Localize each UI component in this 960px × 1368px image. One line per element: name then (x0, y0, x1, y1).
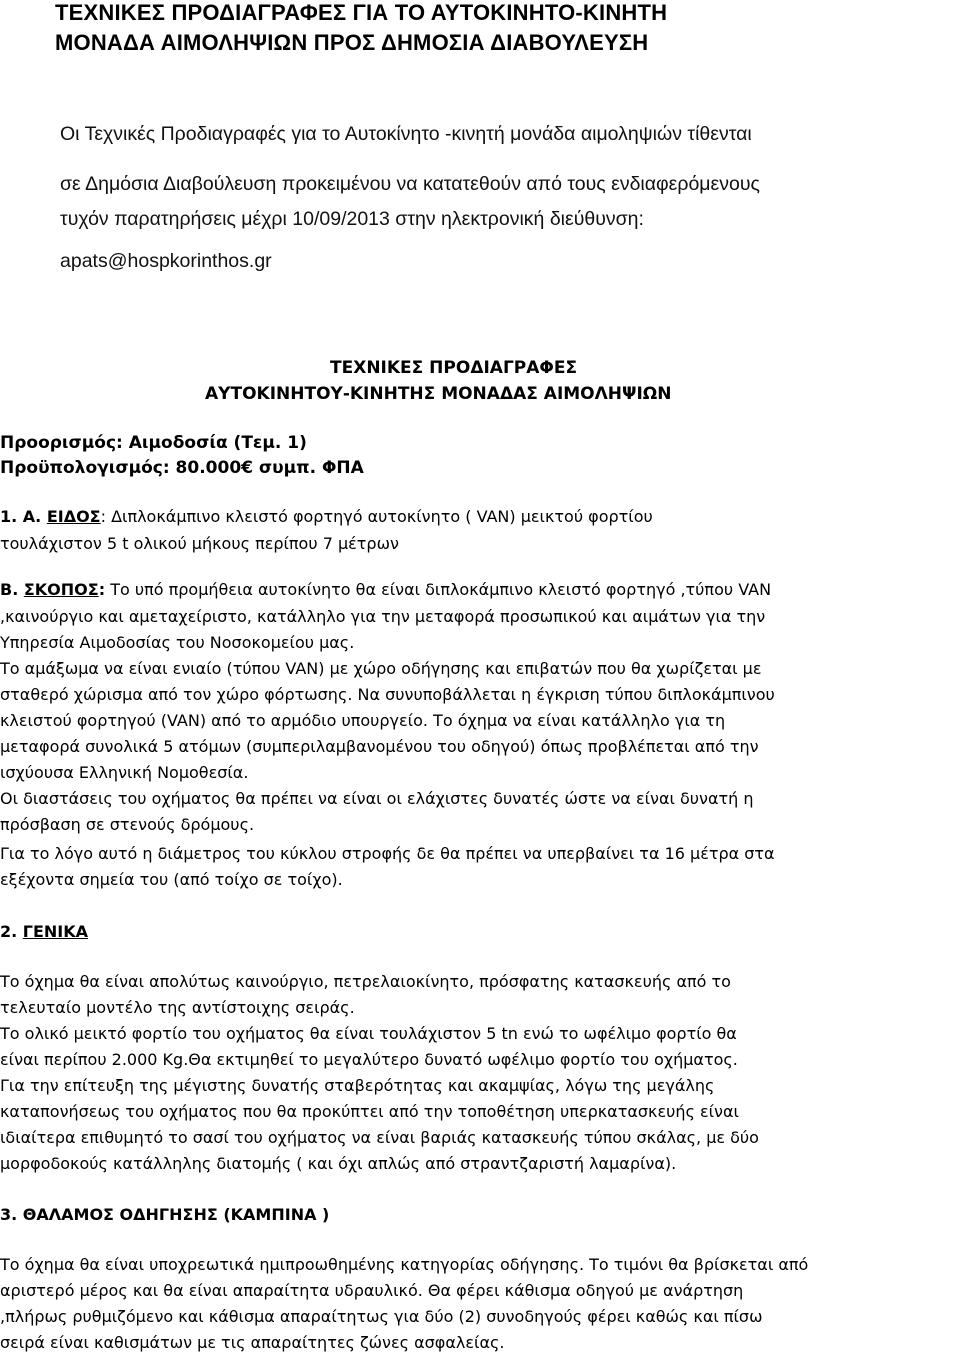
section-1b-line: εξέχοντα σημεία του (από τοίχο σε τοίχο). (0, 870, 343, 889)
section-1b-line: σταθερό χώρισμα από τον χώρο φόρτωσης. Να συνυποβάλλεται η έγκριση τύπου διπλοκάμπινου (0, 685, 775, 704)
section-1b-line: Για το λόγο αυτό η διάμετρος του κύκλου στροφής δε θα πρέπει να υπερβαίνει τα 16 μέτρα στα (0, 844, 775, 863)
section-2-line: ιδιαίτερα επιθυμητό το σασί του οχήματος να είναι βαριάς κατασκευής τύπου σκάλας, με δύο (0, 1128, 759, 1147)
section-1b-line: Υπηρεσία Αιμοδοσίας του Νοσοκομείου μας. (0, 633, 355, 652)
section-2-line: είναι περίπου 2.000 Kg.Θα εκτιμηθεί το μεγαλύτερο δυνατό ωφέλιμο φορτίο του οχήματος. (0, 1050, 738, 1069)
destination: Προορισμός: Αιμοδοσία (Τεμ. 1) (0, 433, 307, 453)
section-2-line: Το όχημα θα είναι απολύτως καινούργιο, πετρελαιοκίνητο, πρόσφατης κατασκευής από το (0, 972, 731, 991)
intro-line-2: σε Δημόσια Διαβούλευση προκειμένου να κατατεθούν από τους ενδιαφερόμενους (60, 173, 760, 195)
intro-line-1: Οι Τεχνικές Προδιαγραφές για το Αυτοκίνητο -κινητή μονάδα αιμοληψιών τίθενται (60, 123, 752, 145)
budget: Προϋπολογισμός: 80.000€ συμπ. ΦΠΑ (0, 458, 364, 478)
document-title-line-2: ΜΟΝΑΔΑ ΑΙΜΟΛΗΨΙΩΝ ΠΡΟΣ ΔΗΜΟΣΙΑ ΔΙΑΒΟΥΛΕΥΣΗ (55, 30, 649, 55)
section-2-line: Το ολικό μεικτό φορτίο του οχήματος θα είναι τουλάχιστον 5 tn ενώ το ωφέλιμο φορτίο θα (0, 1024, 737, 1043)
section-2-line: καταπονήσεως του οχήματος που θα προκύπτει από την τοποθέτηση υπερκατασκευής είναι (0, 1102, 739, 1121)
section-2-line: Για την επίτευξη της μέγιστης δυνατής σταβερότητας και ακαμψίας, λόγω της μεγάλης (0, 1076, 715, 1095)
document-title-line-1: ΤΕΧΝΙΚΕΣ ΠΡΟΔΙΑΓΡΑΦΕΣ ΓΙΑ ΤΟ ΑΥΤΟΚΙΝΗΤΟ-ΚΙΝΗΤΗ (55, 0, 668, 25)
section-1a-heading: 1. Α. ΕΙΔΟΣ (0, 507, 101, 526)
section-1b-line: Οι διαστάσεις του οχήματος θα πρέπει να είναι οι ελάχιστες δυνατές ώστε να είναι δυνατή η (0, 789, 754, 808)
section-1a-line-2: τουλάχιστον 5 t ολικού μήκους περίπου 7 μέτρων (0, 534, 399, 553)
intro-line-3: τυχόν παρατηρήσεις μέχρι 10/09/2013 στην ηλεκτρονική διεύθυνση: (60, 208, 644, 230)
section-1b-line: ,καινούργιο και αμεταχείριστο, κατάλληλο για την μεταφορά προσωπικού και αιμάτων για την (0, 607, 766, 626)
section-3-line: Το όχημα θα είναι υποχρεωτικά ημιπροωθημένης κατηγορίας οδήγησης. Το τιμόνι θα βρίσκεται από (0, 1255, 809, 1274)
section-1b-heading: Β. ΣΚΟΠΟΣ: (0, 580, 106, 599)
section-2-line: τελευταίο μοντέλο της αντίστοιχης σειράς. (0, 998, 355, 1017)
section-1a-text: : Διπλοκάμπινο κλειστό φορτηγό αυτοκίνητο ( VAN) μεικτού φορτίου (100, 507, 653, 526)
section-1b-line: μεταφορά συνολικά 5 ατόμων (συμπεριλαμβανομένου του οδηγού) όπως προβλέπεται από την (0, 737, 759, 756)
section-3-line: ,πλήρως ρυθμιζόμενο και κάθισμα απαραίτητως για δύο (2) συνοδηγούς φέρει καθώς και πίσω (0, 1307, 763, 1326)
section-1b-line: Το αμάξωμα να είναι ενιαίο (τύπου VAN) με χώρο οδήγησης και επιβατών που θα χωρίζεται με (0, 659, 762, 678)
section-1b-line-1 (0, 580, 771, 599)
section-3-heading: 3. ΘΑΛΑΜΟΣ ΟΔΗΓΗΣΗΣ (ΚΑΜΠΙΝΑ ) (0, 1205, 330, 1224)
section-1b-text: Το υπό προμήθεια αυτοκίνητο θα είναι διπλοκάμπινο κλειστό φορτηγό ,τύπου VAN (105, 580, 772, 599)
contact-email: apats@hospkorinthos.gr (60, 250, 272, 272)
section-3-line: σειρά είναι καθισμάτων με τις απαραίτητες ζώνες ασφαλείας. (0, 1333, 505, 1352)
section-3-line: αριστερό μέρος και θα είναι απαραίτητα υδραυλικό. Θα φέρει κάθισμα οδηγού με ανάρτηση (0, 1281, 744, 1300)
spec-subtitle-line-2: ΑΥΤΟΚΙΝΗΤΟΥ-ΚΙΝΗΤΗΣ ΜΟΝΑΔΑΣ ΑΙΜΟΛΗΨΙΩΝ (205, 384, 672, 404)
spec-subtitle-line-1: ΤΕΧΝΙΚΕΣ ΠΡΟΔΙΑΓΡΑΦΕΣ (330, 358, 578, 378)
section-2-heading: 2. ΓΕΝΙΚΑ (0, 922, 89, 941)
section-1b-line: ισχύουσα Ελληνική Νομοθεσία. (0, 763, 249, 782)
section-1b-line: πρόσβαση σε στενούς δρόμους. (0, 815, 255, 834)
section-1b-line: κλειστού φορτηγού (VAN) από το αρμόδιο υπουργείο. Το όχημα να είναι κατάλληλο για τη (0, 711, 726, 730)
section-2-line: μορφοδοκούς κατάλληλης διατομής ( και όχι απλώς από στραντζαριστή λαμαρίνα). (0, 1154, 677, 1173)
section-1a-line-1 (0, 507, 653, 526)
